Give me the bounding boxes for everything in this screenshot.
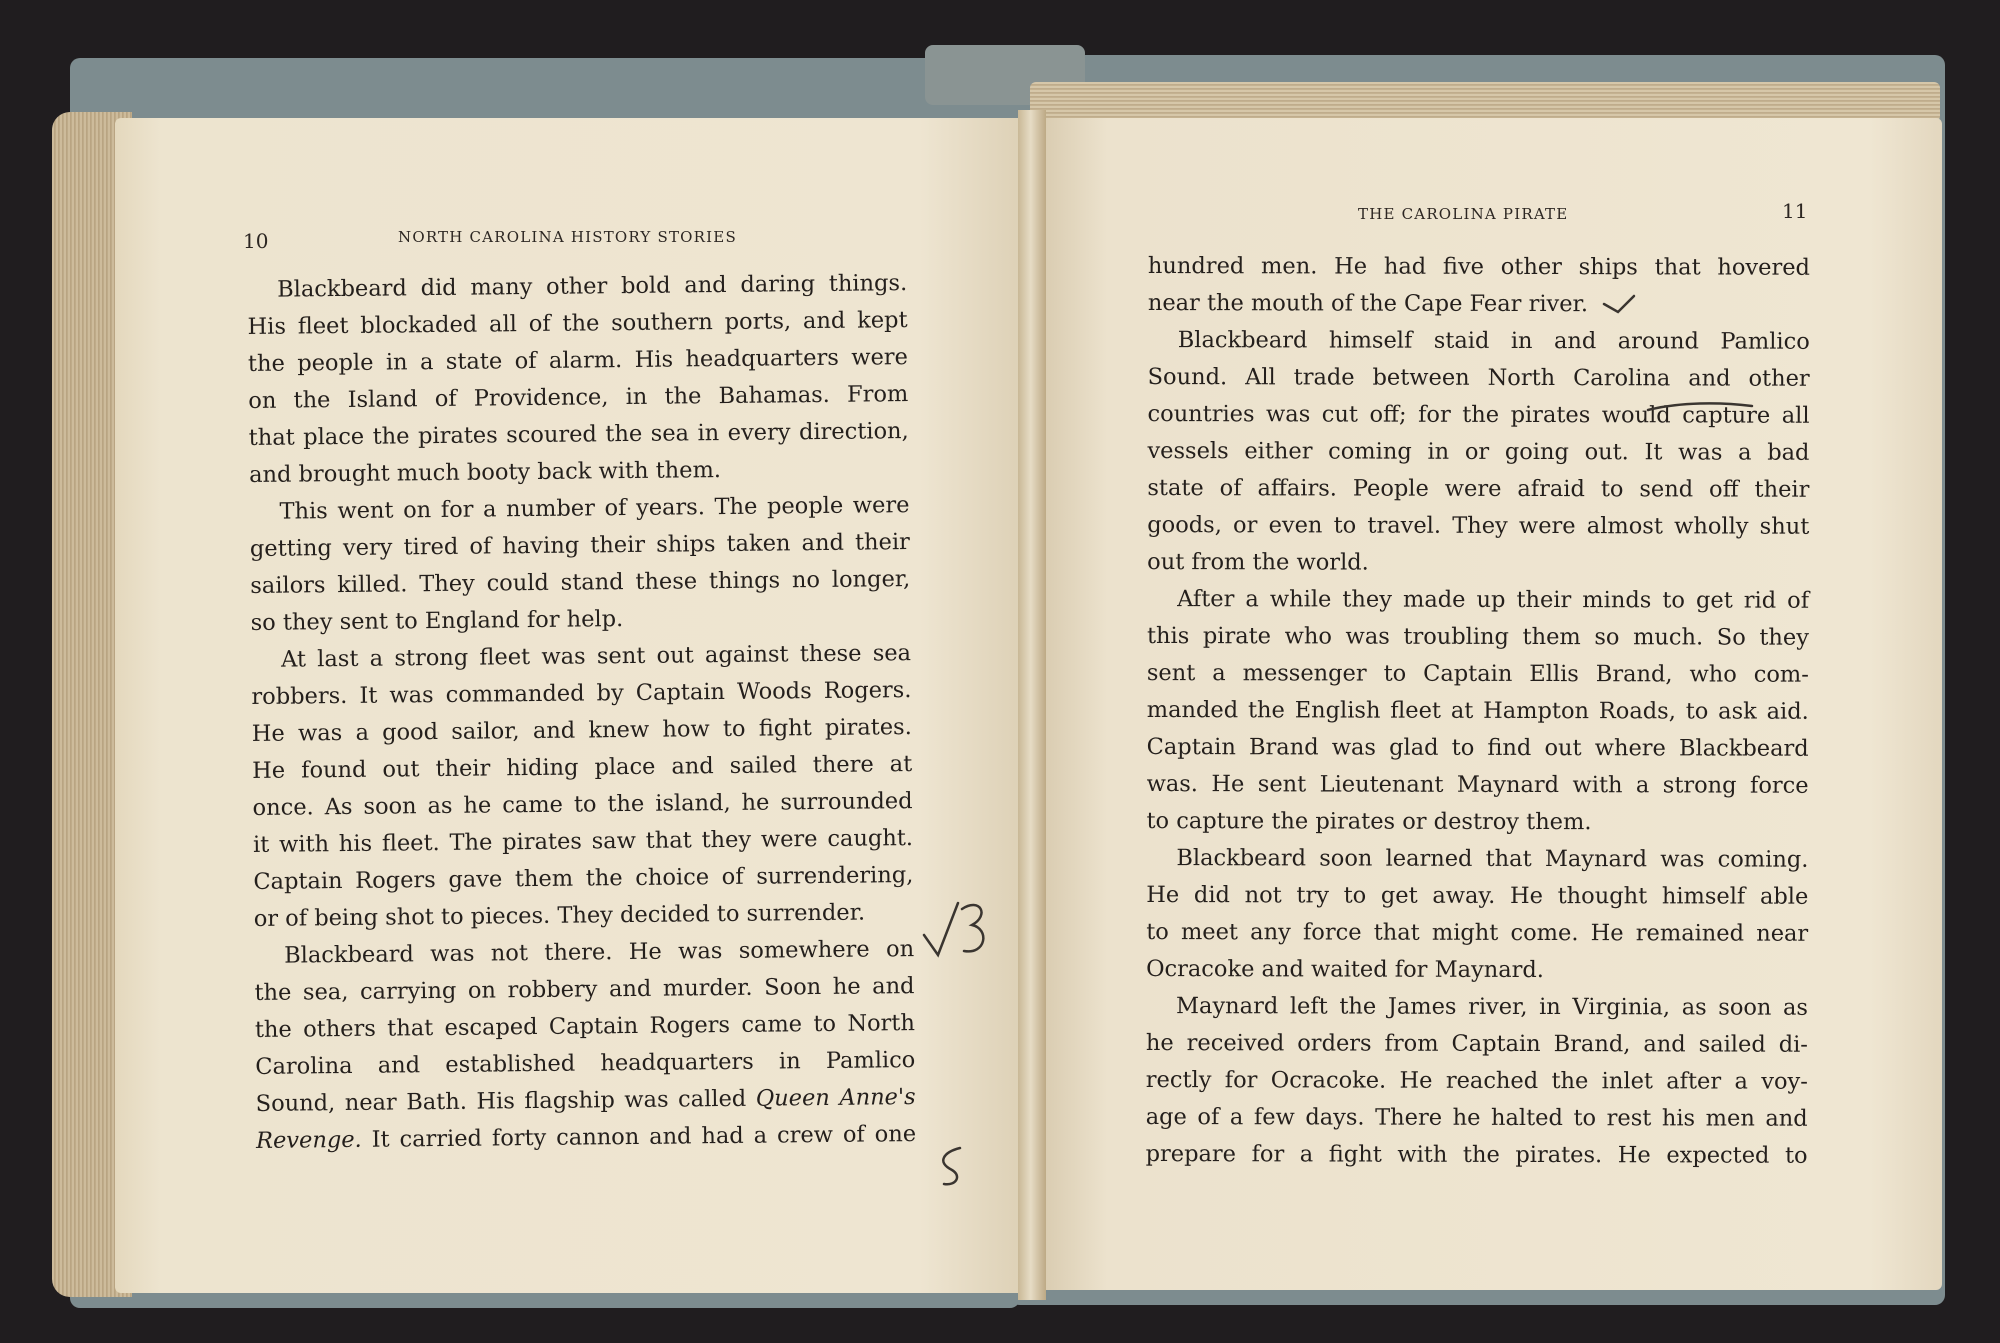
left-page-text	[247, 265, 916, 1160]
line-text: This went on for a number of years. The people were	[279, 492, 910, 525]
text-line	[1147, 729, 1809, 768]
line-text: manded the English fleet at Hampton Roads, to ask aid.	[1146, 696, 1809, 725]
text-line	[1148, 322, 1810, 361]
text-line	[256, 1116, 916, 1160]
line-text: the sea, carrying on robbery and murder. Soon he and	[254, 973, 915, 1006]
text-line	[1147, 507, 1809, 546]
line-text: to meet any force that might come. He remained near	[1146, 918, 1809, 947]
line-text: Carolina and established headquarters in Pamlico	[255, 1047, 916, 1080]
line-text: once. As soon as he came to the island, he surrounded	[252, 788, 913, 821]
text-line	[1148, 285, 1810, 324]
line-text: sailors killed. They could stand these things no longer,	[250, 566, 911, 599]
handwritten-mark	[930, 1142, 970, 1192]
line-text: Sound, near Bath. His flagship was called	[255, 1085, 747, 1117]
line-text: so they sent to England for help.	[250, 606, 624, 636]
left-page-number: 10	[243, 229, 269, 253]
text-line	[1146, 951, 1808, 990]
line-text: Captain Brand was glad to find out where Blackbeard	[1146, 733, 1809, 762]
line-text: Ocracoke and waited for Maynard.	[1146, 955, 1545, 984]
text-line	[1146, 803, 1808, 842]
right-running-head: THE CAROLINA PIRATE	[1358, 205, 1569, 223]
line-text: Blackbeard did many other bold and daring things.	[277, 270, 908, 303]
handwritten-check-mark	[920, 895, 1000, 975]
line-text: Blackbeard himself staid in and around Pamlico	[1177, 327, 1810, 355]
text-line	[1147, 766, 1809, 805]
line-text: rectly for Ocracoke. He reached the inlet after a voy-	[1145, 1066, 1808, 1095]
text-line	[1147, 655, 1809, 694]
line-text: goods, or even to travel. They were almost wholly shut	[1147, 511, 1810, 540]
line-text: getting very tired of having their ships taken and their	[249, 529, 911, 562]
handwritten-caret-mark	[1600, 290, 1640, 320]
text-line	[1146, 914, 1808, 953]
right-page-text	[1146, 248, 1810, 1175]
line-text: countries was cut off; for the pirates would capture all	[1147, 400, 1810, 429]
text-line	[249, 413, 909, 457]
line-text: and brought much booty back with them.	[248, 457, 722, 488]
line-text: He did not try to get away. He thought himself able	[1146, 881, 1809, 910]
text-line	[1147, 544, 1809, 583]
line-text: the others that escaped Captain Rogers came to North	[254, 1010, 916, 1043]
line-text: At last a strong fleet was sent out against these sea	[280, 640, 912, 673]
line-text: Maynard left the James river, in Virginia, as soon as	[1175, 993, 1809, 1021]
line-text: vessels either coming in or going out. It was a bad	[1147, 437, 1810, 466]
text-line	[250, 561, 910, 605]
line-text: hundred men. He had five other ships that hovered	[1147, 252, 1810, 281]
line-text: Blackbeard was not there. He was somewhere on	[284, 936, 915, 969]
line-text: robbers. It was commanded by Captain Woods Rogers.	[251, 677, 912, 710]
text-line	[1147, 692, 1809, 731]
handwritten-underline	[1640, 396, 1760, 416]
text-line	[1146, 877, 1808, 916]
line-text: He was a good sailor, and knew how to fight pirates.	[251, 714, 912, 747]
line-text: sent a messenger to Captain Ellis Brand, who com-	[1146, 659, 1809, 688]
line-text: near the mouth of the Cape Fear river.	[1147, 289, 1589, 318]
line-text: Blackbeard soon learned that Maynard was coming.	[1176, 845, 1809, 873]
line-text: this pirate who was troubling them so much. So they	[1146, 622, 1810, 651]
text-line	[1147, 470, 1809, 509]
line-text: age of a few days. There he halted to rest his men and	[1145, 1103, 1808, 1132]
text-line	[1146, 1099, 1808, 1138]
line-text: on the Island of Providence, in the Bahamas. From	[248, 381, 909, 414]
text-line	[1146, 1136, 1808, 1175]
line-text: His fleet blockaded all of the southern ports, and kept	[247, 307, 908, 340]
line-text: that place the pirates scoured the sea in every direction,	[248, 418, 909, 451]
text-line	[1147, 581, 1809, 620]
line-text: it with his fleet. The pirates saw that they were caught.	[252, 825, 914, 858]
text-line	[1147, 433, 1809, 472]
line-text: he received orders from Captain Brand, and sailed di-	[1145, 1029, 1808, 1058]
line-text: After a while they made up their minds to get rid of	[1177, 586, 1810, 614]
line-text: He found out their hiding place and sailed there at	[252, 751, 913, 784]
left-running-head: NORTH CAROLINA HISTORY STORIES	[398, 228, 737, 246]
line-text: prepare for a fight with the pirates. He expected to	[1145, 1140, 1808, 1169]
line-text: It carried forty cannon and had a crew of one	[361, 1121, 917, 1153]
line-text: state of affairs. People were afraid to send off their	[1147, 474, 1810, 503]
book-gutter	[1018, 110, 1046, 1300]
line-text: the people in a state of alarm. His headquarters were	[247, 344, 909, 377]
page-edges-right	[1030, 82, 1940, 122]
right-page-number: 11	[1782, 199, 1808, 223]
text-line	[1146, 1062, 1808, 1101]
line-text: was. He sent Lieutenant Maynard with a strong force	[1146, 770, 1809, 799]
text-line	[1146, 988, 1808, 1027]
text-line	[1146, 1025, 1808, 1064]
text-line	[1147, 618, 1809, 657]
line-text: Sound. All trade between North Carolina and other	[1147, 363, 1810, 392]
line-text: or of being shot to pieces. They decided to surrender.	[253, 899, 866, 932]
text-line	[1148, 248, 1810, 287]
italic-text: Revenge.	[255, 1126, 362, 1154]
text-line	[1146, 840, 1808, 879]
text-line	[1148, 359, 1810, 398]
line-text: to capture the pirates or destroy them.	[1146, 807, 1592, 836]
italic-text: Queen Anne's	[755, 1084, 916, 1112]
line-text: Captain Rogers gave them the choice of surrendering,	[253, 862, 914, 895]
line-text: out from the world.	[1147, 548, 1369, 576]
